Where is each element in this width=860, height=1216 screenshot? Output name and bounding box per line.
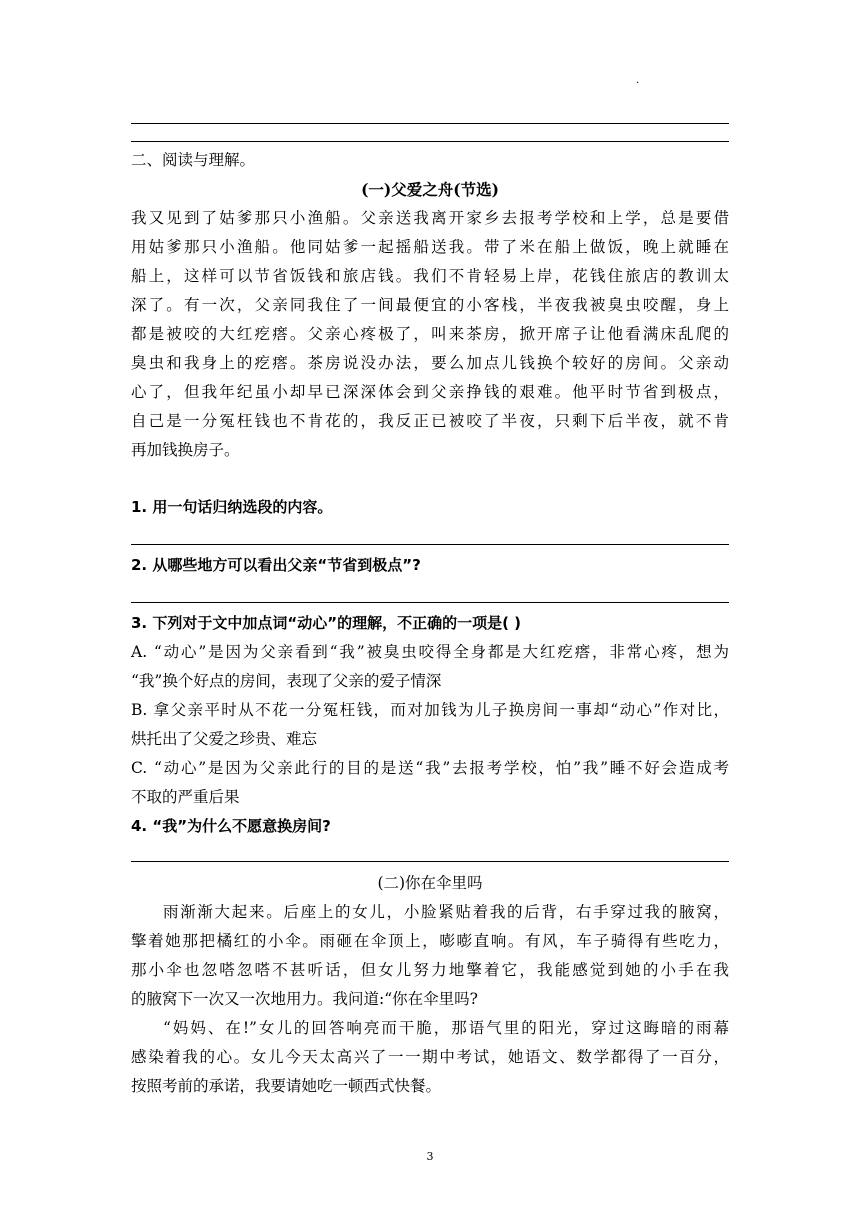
passage-2-line: 的腋窝下一次又一次地用力。我问道:“你在伞里吗?: [131, 990, 478, 1008]
passage-1-line: 自己是一分冤枉钱也不肯花的，我反正已被咬了半夜，只剩下后半夜，就不肯: [131, 412, 729, 430]
header-mark: .: [636, 75, 640, 86]
passage-1-line: 深了。有一次，父亲同我住了一间最便宜的小客栈，半夜我被臭虫咬醒，身上: [131, 296, 729, 314]
passage-1-line: 我又见到了姑爹那只小渔船。父亲送我离开家乡去报考学校和上学，总是要借: [131, 209, 729, 227]
option-b-line: 烘托出了父爱之珍贵、难忘: [131, 730, 318, 748]
option-b-line: B. 拿父亲平时从不花一分冤枉钱，而对加钱为儿子换房间一事却“动心”作对比，: [131, 701, 729, 719]
option-c-line: 不取的严重后果: [131, 788, 240, 806]
passage-2-line: 雨渐渐大起来。后座上的女儿，小脸紧贴着我的后背，右手穿过我的腋窝，: [163, 903, 729, 921]
answer-line: [131, 123, 729, 124]
passage-1-line: 心了，但我年纪虽小却早已深深体会到父亲挣钱的艰难。他平时节省到极点，: [131, 383, 729, 401]
passage-2-line: 感染着我的心。女儿今天太高兴了一一期中考试，她语文、数学都得了一百分，: [131, 1048, 729, 1066]
option-a-line: A. “动心”是因为父亲看到“我”被臭虫咬得全身都是大红疙瘩，非常心疼，想为: [131, 643, 729, 661]
option-c-line: C. “动心”是因为父亲此行的目的是送“我”去报考学校，怕”我”睡不好会造成考: [131, 759, 729, 777]
page-number: 3: [426, 1150, 434, 1163]
passage-1-line: 船上，这样可以节省饭钱和旅店钱。我们不肯轻易上岸，花钱住旅店的教训太: [131, 267, 729, 285]
passage-2-line: 擎着她那把橘红的小伞。雨砸在伞顶上，嘭嘭直响。有风，车子骑得有些吃力，: [131, 932, 729, 950]
question-2: 2. 从哪些地方可以看出父亲“节省到极点”?: [131, 556, 421, 574]
question-4: 4. “我”为什么不愿意换房间?: [131, 817, 331, 835]
question-1: 1. 用一句话归纳选段的内容。: [131, 498, 333, 516]
answer-line: [131, 861, 729, 862]
passage-1-line: 都是被咬的大红疙瘩。父亲心疼极了，叫来茶房，掀开席子让他看满床乱爬的: [131, 325, 729, 343]
option-a-line: “我”换个好点的房间，表现了父亲的爱子情深: [131, 672, 442, 690]
section-heading: 二、阅读与理解。: [131, 151, 256, 169]
passage-1-line: 用姑爹那只小渔船。他同姑爹一起摇船送我。带了米在船上做饭，晚上就睡在: [131, 238, 729, 256]
passage-1-line: 臭虫和我身上的疙瘩。茶房说没办法，要么加点儿钱换个较好的房间。父亲动: [131, 354, 729, 372]
answer-line: [131, 602, 729, 603]
question-3: 3. 下列对于文中加点词“动心”的理解，不正确的一项是( ): [131, 614, 522, 632]
passage-1-line: 再加钱换房子。: [131, 441, 240, 459]
passage-2-line: 按照考前的承诺，我要请她吃一顿西式快餐。: [131, 1077, 442, 1095]
answer-line: [131, 141, 729, 142]
answer-line: [131, 544, 729, 545]
passage-2-line: 那小伞也忽嗒忽嗒不甚听话，但女儿努力地擎着它，我能感觉到她的小手在我: [131, 961, 729, 979]
passage-1-title: (一)父爱之舟(节选): [361, 180, 499, 199]
passage-2-title: (二)你在伞里吗: [377, 874, 483, 892]
passage-2-line: “妈妈、在!”女儿的回答响亮而干脆，那语气里的阳光，穿过这晦暗的雨幕: [163, 1019, 729, 1037]
